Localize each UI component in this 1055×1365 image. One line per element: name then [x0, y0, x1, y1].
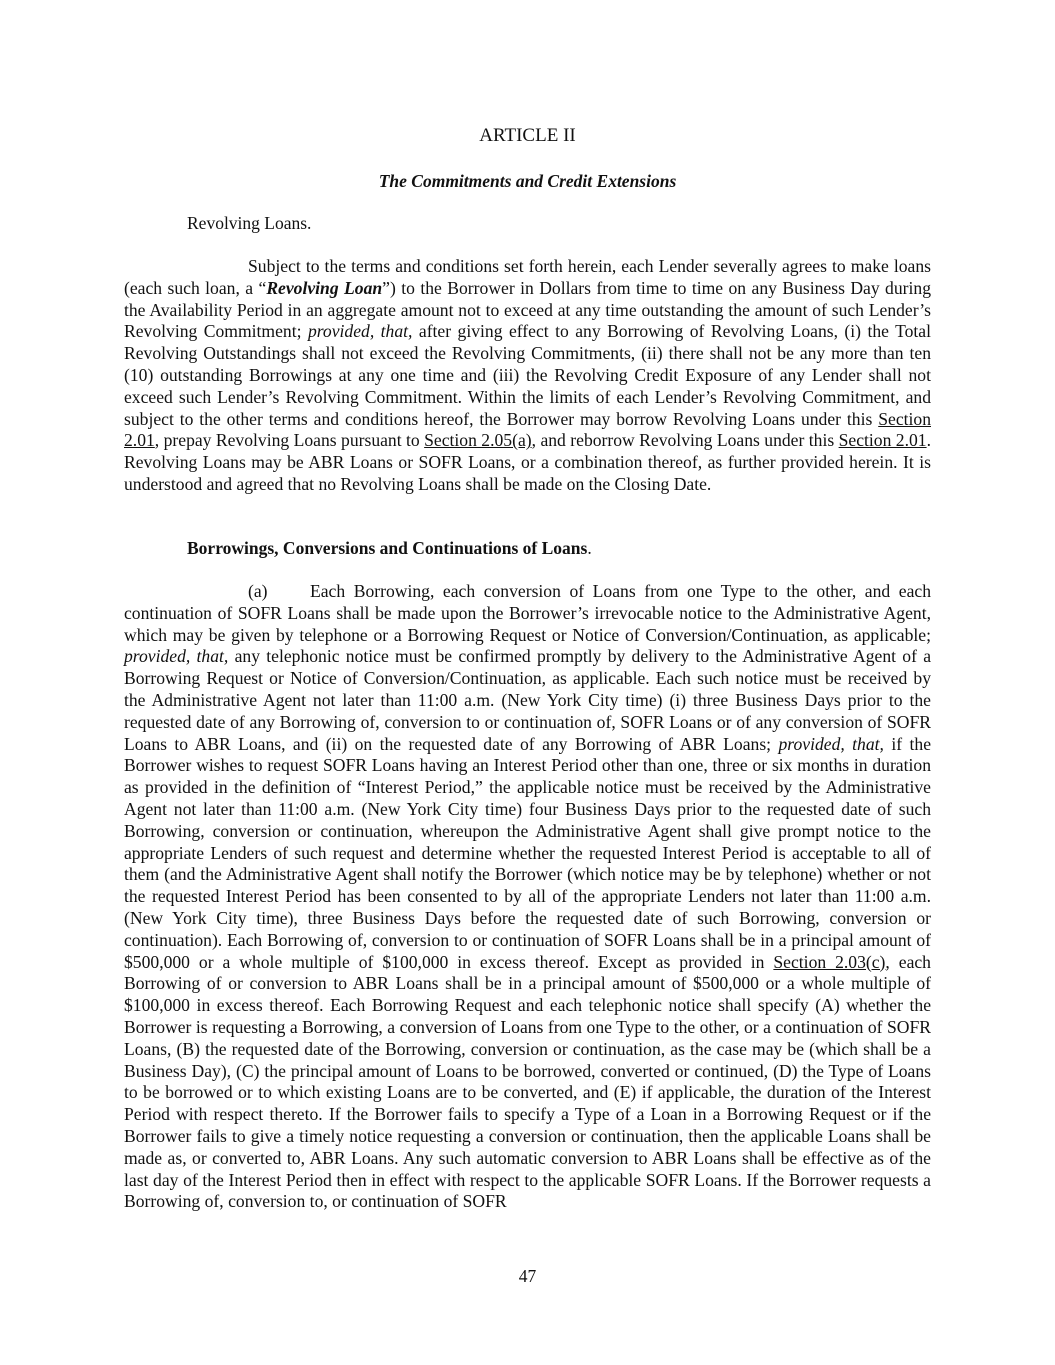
- article-number: ARTICLE II: [479, 125, 576, 146]
- article-title: The Commitments and Credit Extensions: [378, 171, 677, 191]
- section-reference-link: Section 2.03(c): [773, 951, 886, 972]
- page-number: 47: [518, 1266, 537, 1286]
- section-title-borrowings: Borrowings, Conversions and Continuations of Loans.: [187, 538, 592, 558]
- paragraph-borrowings-a: (a) Each Borrowing, each conversion of Loans from one Type to the other, and each continuation of SOFR Loans shall be made upon the Borrower’s irrevocable notice to the Administrative Agent, which may be given by telephone or a Borrowing Request or Notice of Conversion/Continuation, as applicable; provided, that, any telephonic notice must be confirmed promptly by delivery to the Administrative Agent of a Borrowing Request or Notice of Conversion/Continuation, as applicable. Each such notice must be received by the Administrative Agent not later than 11:00 a.m. (New York City time) (i) three Business Days prior to the requested date of any Borrowing of, conversion to or continuation of, SOFR Loans or of any conversion of SOFR Loans to ABR Loans, and (ii) on the requested date of any Borrowing of ABR Loans; provided, that, if the Borrower wishes to request SOFR Loans having an Interest Period other than one, three or six months in duration as provided in the definition of “Interest Period,” the applicable notice must be received by the Administrative Agent not later than 11:00 a.m. (New York City time) four Business Days prior to the requested date of such Borrowing, conversion or continuation, whereupon the Administrative Agent shall give prompt notice to the appropriate Lenders of such request and determine whether the requested Interest Period is acceptable to all of them (and the Administrative Agent shall notify the Borrower (which notice may be by telephone) whether or not the requested Interest Period has been consented to by all of the appropriate Lenders not later than 11:00 a.m. (New York City time), three Business Days before the requested date of such Borrowing, conversion or continuation). Each Borrowing of, conversion to or continuation of SOFR Loans shall be in a principal amount of $500,000 or a whole multiple of $100,000 in excess thereof. Except as provided in Section 2.03(c), each Borrowing of or conversion to ABR Loans shall be in a principal amount of $500,000 or a whole multiple of $100,000 in excess thereof. Each Borrowing Request and each telephonic notice shall specify (A) whether the Borrower is requesting a Borrowing, a conversion of Loans from one Type to the other, or a continuation of SOFR Loans, (B) the requested date of the Borrowing, conversion or continuation, as the case may be (which shall be a Business Day), (C) the principal amount of Loans to be borrowed, converted or continued, (D) the Type of Loans to be borrowed or to which existing Loans are to be converted, and (E) if applicable, the duration of the Interest Period with respect thereto. If the Borrower fails to specify a Type of a Loan in a Borrowing Request or if the Borrower fails to give a timely notice requesting a conversion or continuation, then the applicable Loans shall be made as, or converted to, ABR Loans. Any such automatic conversion to ABR Loans shall be effective as of the last day of the Interest Period then in effect with respect to the applicable SOFR Loans. If the Borrower requests a Borrowing of, conversion to, or continuation of SOFR: [124, 581, 932, 1212]
- section-title-revolving-loans: Revolving Loans.: [187, 213, 312, 233]
- section-reference-link: Section 2.01: [124, 408, 931, 451]
- defined-term: Revolving Loan: [266, 277, 383, 298]
- section-reference-link: Section 2.01: [838, 430, 927, 451]
- clause-label: (a): [248, 581, 268, 601]
- proviso: provided, that,: [124, 646, 229, 667]
- paragraph-revolving-loans: Subject to the terms and conditions set forth herein, each Lender severally agrees to make loans (each such loan, a “Revolving Loan”) to the Borrower in Dollars from time to time on any Business Day during the Availability Period in an aggregate amount not to exceed at any time outstanding the amount of such Lender’s Revolving Commitment; provided, that, after giving effect to any Borrowing of Revolving Loans, (i) the Total Revolving Outstandings shall not exceed the Revolving Commitments, (ii) there shall not be any more than ten (10) outstanding Borrowings at any one time and (iii) the Revolving Credit Exposure of any Lender shall not exceed such Lender’s Revolving Commitment. Within the limits of each Lender’s Revolving Commitment, and subject to the other terms and conditions hereof, the Borrower may borrow Revolving Loans under this Section 2.01, prepay Revolving Loans pursuant to Section 2.05(a), and reborrow Revolving Loans under this Section 2.01. Revolving Loans may be ABR Loans or SOFR Loans, or a combination thereof, as further provided herein. It is understood and agreed that no Revolving Loans shall be made on the Closing Date.: [124, 256, 931, 494]
- section-reference-link: Section 2.05(a): [424, 430, 532, 451]
- proviso: provided, that,: [307, 321, 413, 342]
- proviso: provided, that,: [778, 733, 884, 754]
